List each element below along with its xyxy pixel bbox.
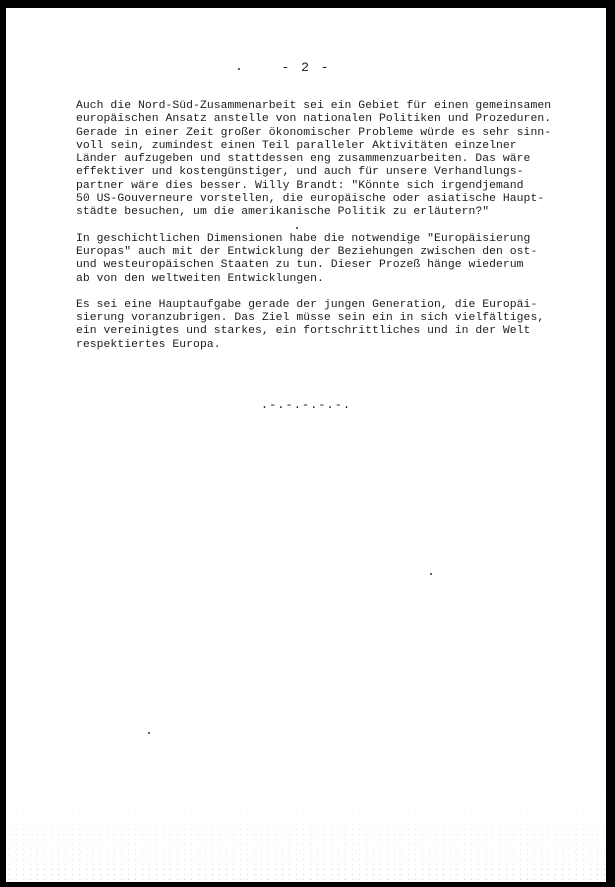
text-line: 50 US-Gouverneure vorstellen, die europäische oder asiatische Haupt- [76, 193, 545, 206]
text-line: Es sei eine Hauptaufgabe gerade der jungen Generation, die Europäi- [76, 298, 538, 311]
text-line: und westeuropäischen Staaten zu tun. Dieser Prozeß hänge wiederum [76, 259, 524, 272]
text-line: europäischen Ansatz anstelle von nationalen Politiken und Prozeduren. [76, 113, 552, 126]
text-line: voll sein, zumindest einen Teil paralleler Aktivitäten einzelner [76, 139, 517, 152]
text-line: respektiertes Europa. [76, 338, 221, 351]
scan-noise [6, 792, 606, 882]
scan-speck [430, 573, 432, 575]
end-separator: .-.-.-.-.-. [260, 398, 352, 412]
paragraph-history [76, 233, 596, 286]
body-text [76, 100, 596, 365]
text-line: Gerade in einer Zeit großer ökonomischer Probleme würde es sehr sinn- [76, 126, 552, 139]
paragraph-young-generation [76, 299, 596, 352]
scan-speck [296, 227, 298, 229]
text-line: ein vereinigtes und starkes, ein fortschrittliches und in der Welt [76, 325, 531, 338]
text-line: effektiver und kostengünstiger, und auch für unsere Verhandlungs- [76, 166, 524, 179]
text-line: ab von den weltweiten Entwicklungen. [76, 272, 324, 285]
text-line: Europas" auch mit der Entwicklung der Beziehungen zwischen den ost- [76, 245, 538, 258]
text-line: Länder aufzugeben und stattdessen eng zusammenzuarbeiten. Das wäre [76, 153, 531, 166]
text-line: In geschichtlichen Dimensionen habe die notwendige "Europäisierung [76, 232, 531, 245]
text-line: sierung voranzubrigen. Das Ziel müsse sein ein in sich vielfältiges, [76, 312, 545, 325]
text-line: partner wäre dies besser. Willy Brandt: "Könnte sich irgendjemand [76, 179, 524, 192]
text-line: städte besuchen, um die amerikanische Politik zu erläutern?" [76, 206, 490, 219]
scan-speck [148, 732, 150, 734]
document-page [6, 8, 606, 882]
text-line: Auch die Nord-Süd-Zusammenarbeit sei ein Gebiet für einen gemeinsamen [76, 100, 552, 112]
scan-speck [238, 68, 240, 70]
paragraph-north-south [76, 100, 596, 220]
page-number: - 2 - [281, 60, 331, 75]
